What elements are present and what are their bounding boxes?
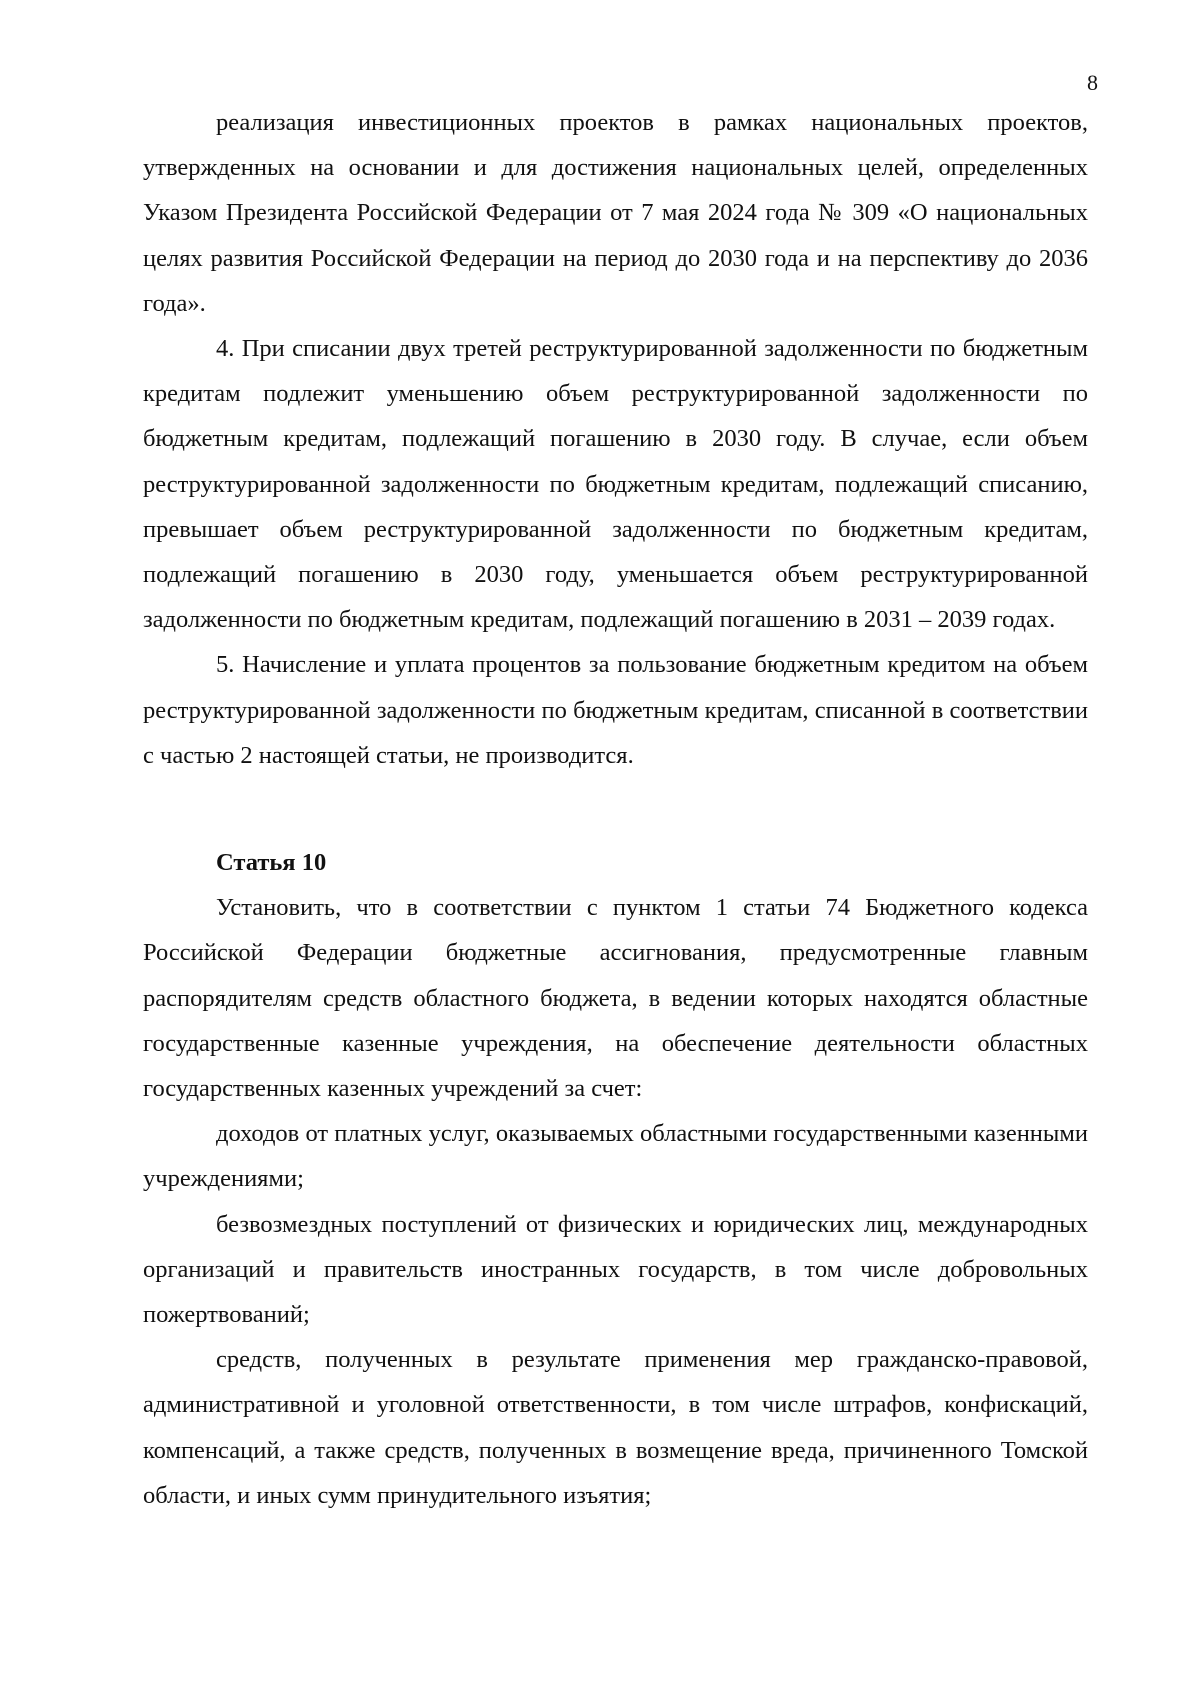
- paragraph-item-5: 5. Начисление и уплата процентов за пользование бюджетным кредитом на объем реструктурированной задолженности по бюджетным кредитам, списанной в соответствии с частью 2 настоящей статьи, не производится.: [143, 651, 1088, 769]
- document-body: [143, 100, 1088, 1518]
- article-10-heading: Статья 10: [216, 849, 327, 877]
- page-number: 8: [1087, 70, 1098, 95]
- paragraph-article-10-intro: Установить, что в соответствии с пунктом 1 статьи 74 Бюджетного кодекса Российской Федерации бюджетные ассигнования, предусмотренные главным распорядителям средств областного бюджета, в ведении которых находятся областные государственные казенные учреждения, на обеспечение деятельности областных государственных казенных учреждений за счет:: [143, 894, 1088, 1103]
- paragraph-item-4: 4. При списании двух третей реструктурированной задолженности по бюджетным кредитам подлежит уменьшению объем реструктурированной задолженности по бюджетным кредитам, подлежащий погашению в 2030 году. В случае, если объем реструктурированной задолженности по бюджетным кредитам, подлежащий списанию, превышает объем реструктурированной задолженности по бюджетным кредитам, подлежащий погашению в 2030 году, уменьшается объем реструктурированной задолженности по бюджетным кредитам, подлежащий погашению в 2031 – 2039 годах.: [143, 335, 1088, 634]
- paragraph-investment-projects: реализация инвестиционных проектов в рамках национальных проектов, утвержденных на основании и для достижения национальных целей, определенных Указом Президента Российской Федерации от 7 мая 2024 года № 309 «О национальных целях развития Российской Федерации на период до 2030 года и на перспективу до 2036 года».: [143, 109, 1088, 317]
- paragraph-paid-services: доходов от платных услуг, оказываемых областными государственными казенными учреждениями;: [143, 1120, 1088, 1193]
- paragraph-gratuitous-receipts: безвозмездных поступлений от физических и юридических лиц, международных организаций и правительств иностранных государств, в том числе добровольных пожертвований;: [143, 1210, 1088, 1329]
- paragraph-liability-funds: средств, полученных в результате применения мер гражданско-правовой, административной и уголовной ответственности, в том числе штрафов, конфискаций, компенсаций, а также средств, полученных в возмещение вреда, причиненного Томской области, и иных сумм принудительного изъятия;: [143, 1346, 1088, 1509]
